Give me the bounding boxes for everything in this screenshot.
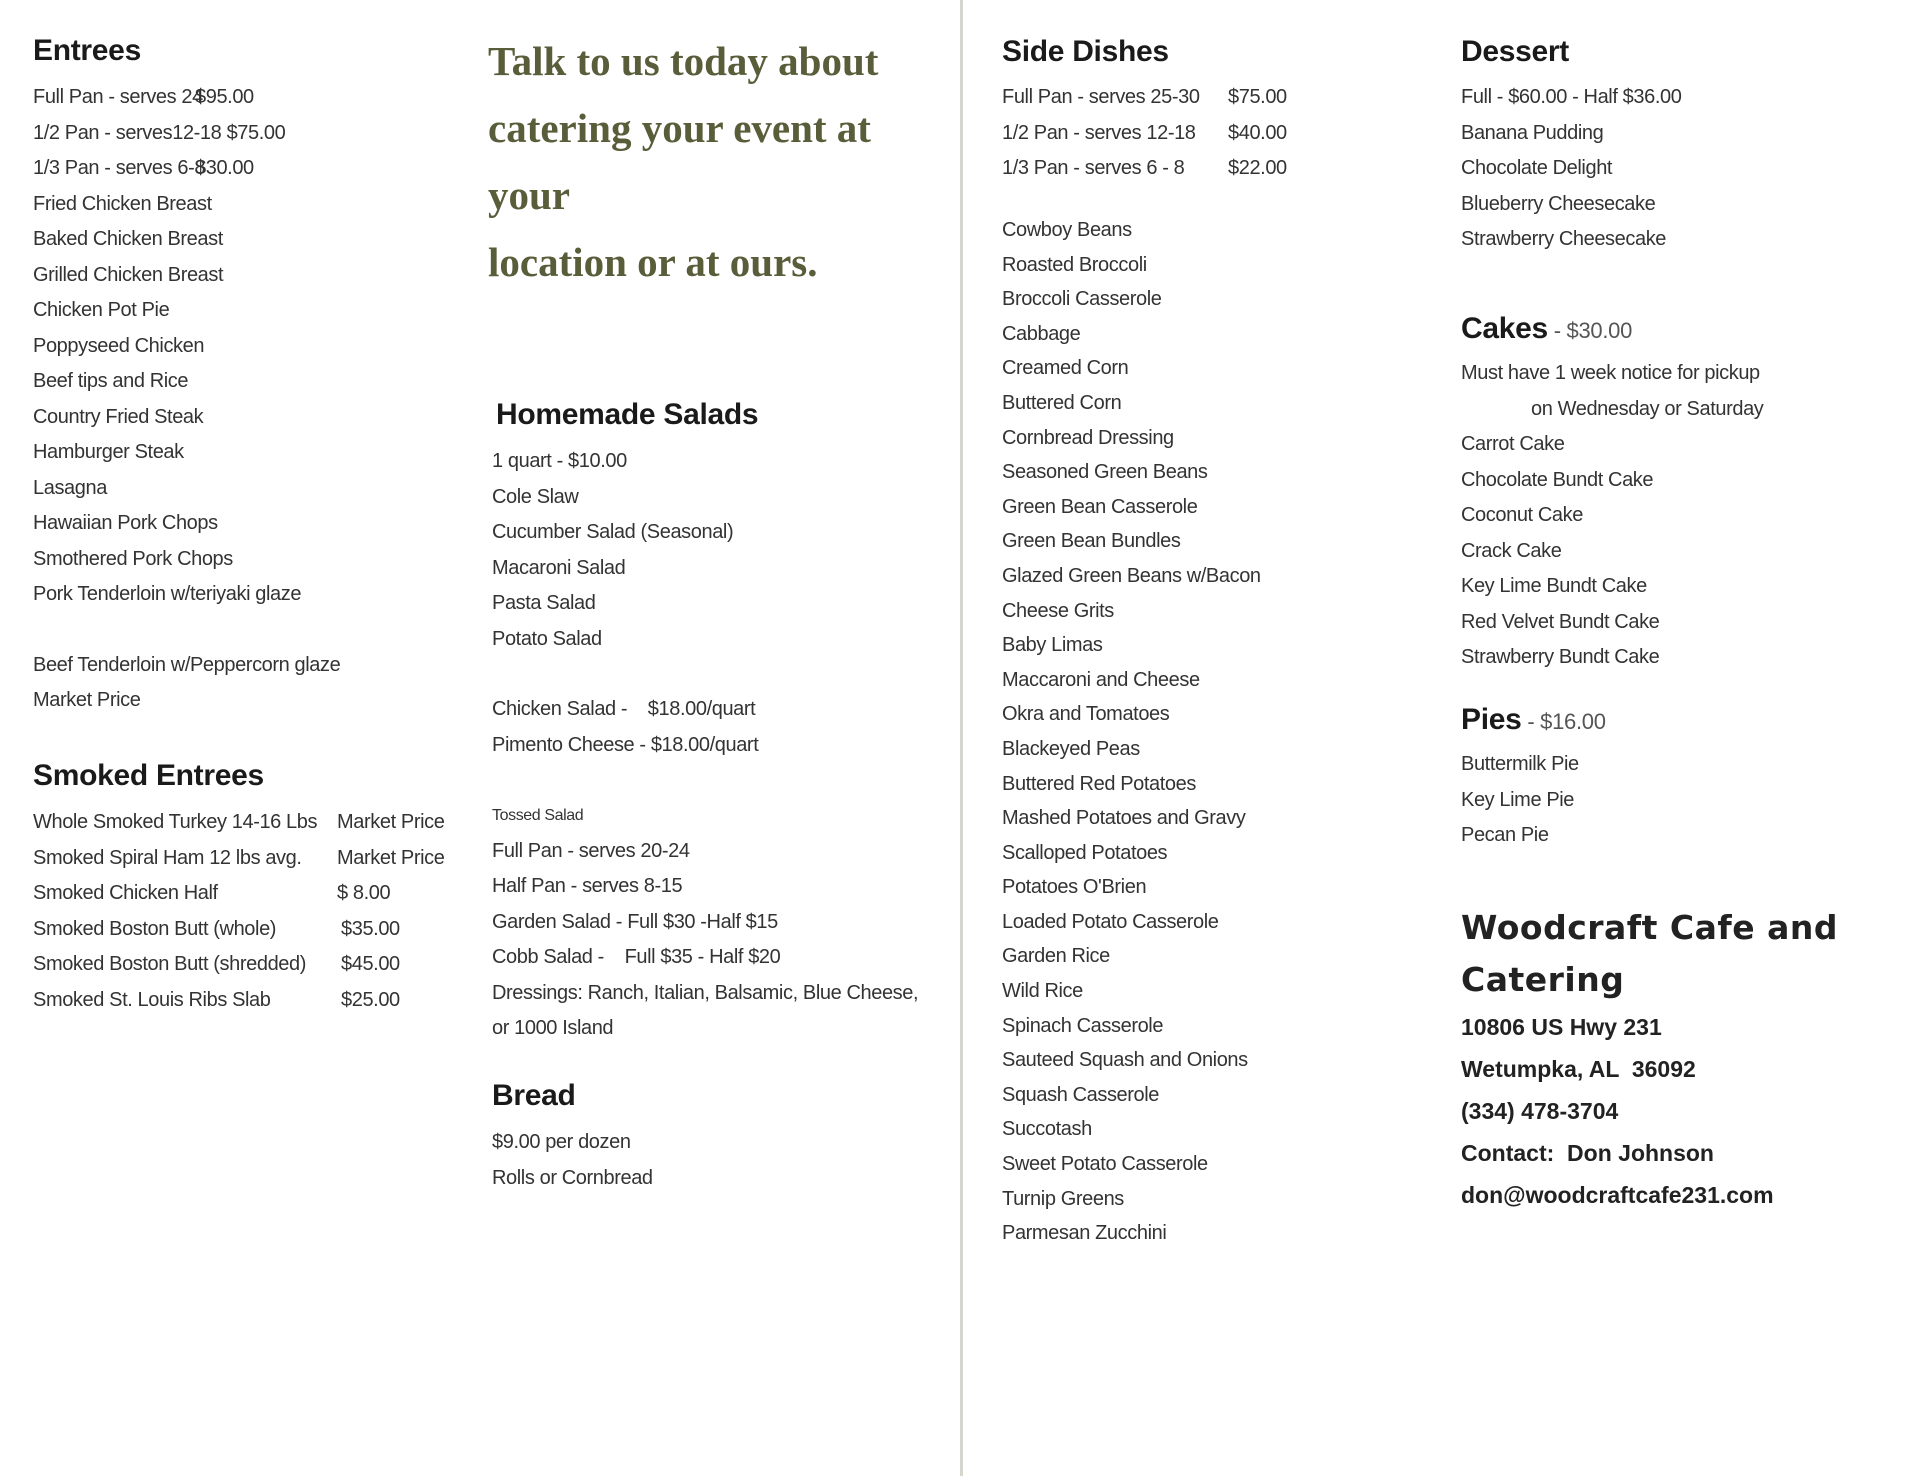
list-item: Full Pan - serves 20-24 (492, 839, 690, 862)
sides-price-row: Full Pan - serves 25-30 $75.00 (1002, 86, 1287, 108)
list-item: Smoked Chicken Half $ 8.00 (33, 882, 391, 904)
list-item: Spinach Casserole (1002, 1014, 1164, 1037)
list-item: Buttered Red Potatoes (1002, 772, 1196, 795)
list-item: Sauteed Squash and Onions (1002, 1049, 1248, 1072)
address-line: 10806 US Hwy 231 (1461, 1014, 1662, 1040)
list-item: Green Bean Bundles (1002, 530, 1181, 553)
contact: Contact: Don Johnson (1461, 1140, 1714, 1166)
list-item: Parmesan Zucchini (1002, 1222, 1167, 1245)
entrees-list (33, 80, 340, 719)
salads-list (492, 444, 918, 1047)
sides-heading: Side Dishes (1002, 35, 1169, 68)
smoked-entrees-list (33, 805, 444, 1018)
list-item: Coconut Cake (1461, 504, 1583, 526)
list-item: Succotash (1002, 1118, 1092, 1141)
list-item: Cheese Grits (1002, 599, 1114, 622)
list-item: Macaroni Salad (492, 556, 626, 579)
sides-items-list (1002, 213, 1261, 1251)
list-item: Smoked Spiral Ham 12 lbs avg. Market Price (33, 846, 445, 869)
bread-list (492, 1125, 653, 1196)
list-item: Lasagna (33, 476, 107, 499)
sides-price-row: 1/2 Pan - serves 12-18 $40.00 (1002, 121, 1287, 144)
list-item: Strawberry Cheesecake (1461, 228, 1667, 250)
list-item: Smoked Boston Butt (shredded) $45.00 (33, 953, 400, 975)
list-item: Beef tips and Rice (33, 370, 189, 392)
spacer (492, 657, 918, 692)
list-item: Grilled Chicken Breast (33, 263, 224, 286)
sides-price-row: 1/3 Pan - serves 6 - 8 $22.00 (1002, 157, 1287, 179)
list-item: Key Lime Bundt Cake (1461, 575, 1647, 597)
list-item: Must have 1 week notice for pickup (1461, 362, 1760, 384)
email: don@woodcraftcafe231.com (1461, 1182, 1774, 1208)
entrees-price-row: 1/3 Pan - serves 6-8$30.00 (33, 157, 254, 179)
list-item: Pimento Cheese - $18.00/quart (492, 733, 759, 756)
list-item: Chicken Pot Pie (33, 299, 170, 321)
list-item: Rolls or Cornbread (492, 1166, 653, 1189)
list-item: Baked Chicken Breast (33, 228, 223, 250)
dessert-heading: Dessert (1461, 35, 1569, 68)
list-item: Cole Slaw (492, 485, 579, 508)
list-item: $9.00 per dozen (492, 1131, 631, 1153)
pies-heading: Pies - $16.00 (1461, 703, 1606, 736)
spacer (33, 613, 340, 648)
list-item: Hawaiian Pork Chops (33, 512, 218, 534)
list-item: Key Lime Pie (1461, 788, 1575, 811)
business-info (1461, 902, 1901, 1216)
list-item: Cabbage (1002, 322, 1081, 345)
cakes-heading: Cakes - $30.00 (1461, 312, 1633, 345)
list-item: Red Velvet Bundt Cake (1461, 610, 1660, 633)
smoked-entrees-heading: Smoked Entrees (33, 759, 264, 792)
list-item: Crack Cake (1461, 539, 1562, 562)
list-item: Pasta Salad (492, 592, 596, 614)
list-item: Glazed Green Beans w/Bacon (1002, 564, 1261, 587)
list-item: Okra and Tomatoes (1002, 703, 1170, 726)
list-item: Strawberry Bundt Cake (1461, 646, 1660, 668)
list-item: Beef Tenderloin w/Peppercorn glaze (33, 653, 341, 676)
tossed-salad-subheading: Tossed Salad (492, 807, 584, 824)
list-item: or 1000 Island (492, 1017, 614, 1039)
list-item: Scalloped Potatoes (1002, 841, 1168, 864)
list-item: Squash Casserole (1002, 1083, 1160, 1106)
entrees-price-row: Full Pan - serves 24$95.00 (33, 86, 254, 108)
list-item: Cowboy Beans (1002, 219, 1132, 241)
list-item: Creamed Corn (1002, 357, 1129, 380)
entrees-heading: Entrees (33, 34, 141, 67)
business-name-line2: Catering (1461, 960, 1625, 999)
salads-heading: Homemade Salads (496, 398, 759, 431)
list-item: Market Price (33, 689, 141, 711)
list-item: Dressings: Ranch, Italian, Balsamic, Blue Cheese, (492, 981, 919, 1004)
list-item: Chicken Salad - $18.00/quart (492, 698, 756, 720)
list-item: Garden Salad - Full $30 -Half $15 (492, 910, 778, 933)
list-item: Smoked St. Louis Ribs Slab $25.00 (33, 988, 400, 1011)
list-item: Mashed Potatoes and Gravy (1002, 807, 1246, 830)
list-item: Fried Chicken Breast (33, 192, 212, 215)
list-item: Full - $60.00 - Half $36.00 (1461, 86, 1682, 108)
city-line: Wetumpka, AL 36092 (1461, 1056, 1696, 1082)
list-item: Chocolate Delight (1461, 157, 1613, 179)
list-item: Whole Smoked Turkey 14-16 Lbs Market Price (33, 811, 445, 833)
list-item: Broccoli Casserole (1002, 288, 1162, 311)
list-item: Smoked Boston Butt (whole) $35.00 (33, 917, 400, 940)
list-item: 1 quart - $10.00 (492, 450, 627, 472)
list-item: Buttered Corn (1002, 391, 1122, 414)
spacer (492, 763, 918, 798)
list-item: Pork Tenderloin w/teriyaki glaze (33, 583, 302, 605)
list-item: Blueberry Cheesecake (1461, 192, 1656, 215)
list-item: Seasoned Green Beans (1002, 461, 1208, 484)
list-item: Hamburger Steak (33, 441, 184, 463)
list-item: Roasted Broccoli (1002, 253, 1147, 276)
list-item: Green Bean Casserole (1002, 495, 1198, 518)
list-item: Poppyseed Chicken (33, 334, 205, 357)
list-item: Loaded Potato Casserole (1002, 910, 1219, 933)
list-item: Banana Pudding (1461, 121, 1604, 144)
list-item: Sweet Potato Casserole (1002, 1153, 1208, 1176)
list-item: Pecan Pie (1461, 824, 1549, 846)
list-item: Cobb Salad - Full $35 - Half $20 (492, 946, 781, 968)
list-item: Country Fried Steak (33, 405, 204, 428)
list-item: Potatoes O'Brien (1002, 876, 1147, 899)
pies-list (1461, 747, 1579, 854)
list-item: Maccaroni and Cheese (1002, 668, 1200, 691)
promo-text: Talk to us today about catering your event at your location or at ours. (488, 38, 879, 285)
list-item: Blackeyed Peas (1002, 737, 1140, 760)
spacer (1002, 187, 1287, 214)
business-name: Woodcraft Cafe and (1461, 908, 1839, 947)
list-item: Chocolate Bundt Cake (1461, 468, 1654, 491)
list-item: Smothered Pork Chops (33, 547, 233, 570)
list-item: Cornbread Dressing (1002, 426, 1174, 449)
list-item: Carrot Cake (1461, 433, 1565, 455)
list-item: Baby Limas (1002, 634, 1103, 657)
phone: (334) 478-3704 (1461, 1098, 1619, 1124)
list-item: Potato Salad (492, 627, 602, 650)
list-item: Cucumber Salad (Seasonal) (492, 521, 734, 543)
list-item: Turnip Greens (1002, 1187, 1124, 1210)
list-item: Buttermilk Pie (1461, 753, 1579, 775)
cakes-list (1461, 356, 1763, 676)
dessert-list (1461, 80, 1681, 258)
list-item: Garden Rice (1002, 945, 1110, 968)
list-item: Half Pan - serves 8-15 (492, 875, 683, 897)
bread-heading: Bread (492, 1079, 576, 1112)
sides-list (1002, 80, 1287, 214)
list-item: Wild Rice (1002, 980, 1083, 1003)
list-item: on Wednesday or Saturday (1531, 397, 1764, 420)
panel-divider (960, 0, 963, 1476)
entrees-price-row: 1/2 Pan - serves12-18 $75.00 (33, 121, 286, 144)
